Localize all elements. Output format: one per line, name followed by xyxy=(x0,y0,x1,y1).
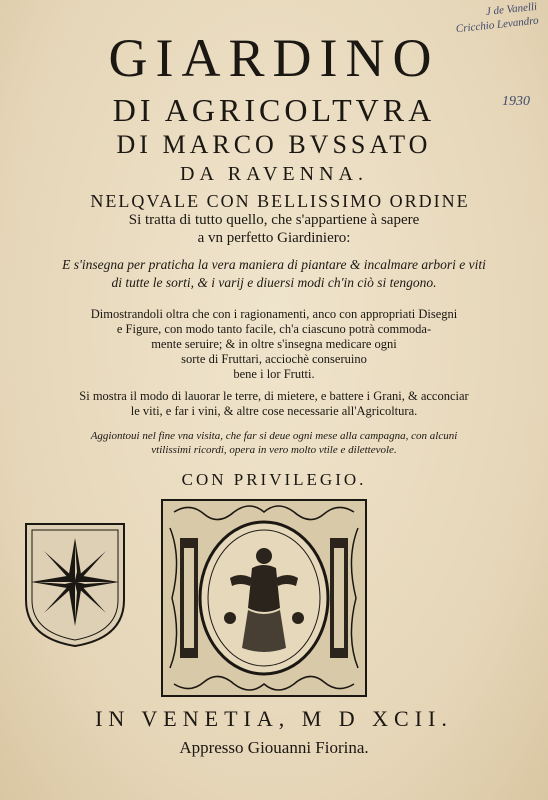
body-line-3: mente seruire; & in oltre s'insegna medicare ogni xyxy=(151,337,397,351)
handwritten-note-line-1: J de Vanelli xyxy=(485,0,538,19)
italic-line-1: E s'insegna per praticha la vera maniera di piantare & incalmare arbori e viti xyxy=(62,257,486,272)
imprint-line: IN VENETIA, M D XCII. xyxy=(95,706,453,731)
author-line: DI MARCO BVSSATO xyxy=(116,130,432,159)
printers-device-emblem xyxy=(160,498,368,698)
book-title: GIARDINO xyxy=(108,28,440,88)
body-line-4: sorte di Fruttari, acciochè conseruino xyxy=(181,352,367,366)
handwritten-note-line-2: Cricchio Levandro xyxy=(455,14,540,36)
appendix-line-2: vtilissimi ricordi, opera in vero molto vtile e dilettevole. xyxy=(151,444,397,456)
description-line-1: Si tratta di tutto quello, che s'appartiene à sapere xyxy=(128,212,420,228)
privilege-line: CON PRIVILEGIO. xyxy=(181,470,367,489)
body-line-1: Dimostrandoli oltra che con i ragionamenti, anco con appropriati Disegni xyxy=(90,307,458,321)
printer-line: Appresso Giouanni Fiorina. xyxy=(179,738,369,757)
appendix-line-1: Aggiontoui nel fine vna visita, che far si deue ogni mese alla campagna, con alcuni xyxy=(90,430,458,442)
body-line-2: e Figure, con modo tanto facile, ch'a ciascuno potrà commoda- xyxy=(116,322,432,336)
author-origin: DA RAVENNA. xyxy=(180,163,368,185)
description-heading: NELQVALE CON BELLISSIMO ORDINE xyxy=(90,191,470,211)
subtitle-line: DI AGRICOLTVRA xyxy=(112,92,436,128)
body-line-7: le viti, e far i vini, & altre cose necessarie all'Agricoltura. xyxy=(130,404,418,418)
description-line-2: a vn perfetto Giardiniero: xyxy=(197,230,351,246)
coat-of-arms-icon xyxy=(22,520,128,650)
handwritten-year: 1930 xyxy=(502,94,530,109)
body-line-6: Si mostra il modo di lauorar le terre, di mietere, e battere i Grani, & acconciar xyxy=(79,389,469,403)
body-line-5: bene i lor Frutti. xyxy=(233,367,315,381)
italic-line-2: di tutte le sorti, & i varij e diuersi modi ch'in ciò si tengono. xyxy=(111,275,437,290)
